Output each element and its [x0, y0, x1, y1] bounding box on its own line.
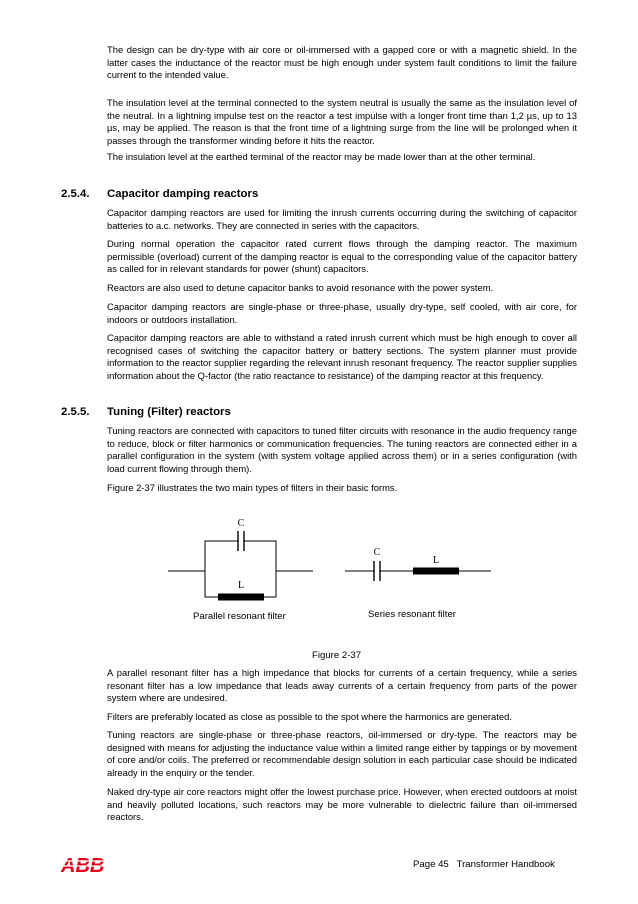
body-paragraph: Capacitor damping reactors are able to withstand a rated inrush current which must be high enough to cover all recognised cases of switching the capacitor battery or battery sections. The system planner must provide information to the reactor supplier regarding the relevant inrush resonant frequency. The reactor supplier supplies information about the Q-factor (the ratio reactance to resistance) of the damping reactor at this frequency. — [107, 332, 577, 381]
body-paragraph: Capacitor damping reactors are single-phase or three-phase, usually dry-type, self cooled, with air core, for indoors or outdoors installation. — [107, 301, 577, 325]
body-paragraph: During normal operation the capacitor rated current flows through the damping reactor. The maximum permissible (overload) current of the damping reactor is equal to the corresponding value of the capacitor battery as called for in relevant standards for power (shunt) capacitors. — [107, 238, 577, 275]
page-number: Page 45 Transformer Handbook — [413, 859, 555, 870]
body-paragraph: Figure 2-37 illustrates the two main types of filters in their basic forms. — [107, 482, 398, 493]
body-paragraph: Capacitor damping reactors are used for limiting the inrush currents occurring during the switching of capacitor batteries to a.c. networks. They are connected in series with the capacitors. — [107, 207, 577, 231]
section-title: Tuning (Filter) reactors — [107, 406, 231, 418]
body-paragraph: The design can be dry-type with air core or oil-immersed with a gapped core or with a magnetic shield. In the latter cases the inductance of the reactor must be high enough under system fault conditions to limit the failure current to the intended value. — [107, 44, 577, 81]
series-inductor-label: L — [432, 555, 440, 566]
body-paragraph: A parallel resonant filter has a high impedance that blocks for currents of a certain frequency, while a series resonant filter has a low impedance that leads away currents of a certain frequency from parts of the power system where are undesired. — [107, 667, 577, 704]
abb-logo — [60, 855, 106, 875]
body-paragraph: The insulation level at the terminal connected to the system neutral is usually the same as the insulation level of the neutral. In a lightning impulse test on the reactor a test impulse with a longer front time than 1,2 µs, up to 13 µs, may be applied. The reason is that the front time of a lightning surge from the line will be prolonged when it passes through the transformer winding before it hits the reactor. — [107, 97, 577, 146]
parallel-inductor-label: L — [237, 580, 245, 591]
parallel-inductor-symbol — [218, 594, 264, 601]
abb-logo-text: ABB — [61, 855, 105, 875]
body-paragraph: The insulation level at the earthed terminal of the reactor may be made lower than at the other terminal. — [107, 151, 536, 162]
section-number: 2.5.5. — [61, 406, 90, 418]
body-paragraph: Filters are preferably located as close as possible to the spot where the harmonics are generated. — [107, 711, 512, 722]
section-number: 2.5.4. — [61, 188, 90, 200]
parallel-filter-caption: Parallel resonant filter — [193, 611, 286, 622]
series-inductor-symbol — [413, 568, 459, 575]
body-paragraph: Tuning reactors are single-phase or three-phase reactors, oil-immersed or dry-type. The reactors may be designed with means for adjusting the inductance value within a limited range either by tappings or by movement of core and/or coils. The preferred or recommendable design solution in each particular case should be indicated already in the enquiry or the tender. — [107, 729, 577, 778]
section-title: Capacitor damping reactors — [107, 188, 259, 200]
parallel-capacitor-label: C — [237, 518, 245, 529]
body-paragraph: Tuning reactors are connected with capacitors to tuned filter circuits with resonance in the audio frequency range to reduce, block or filter harmonics or communication frequencies. The tuning reactors are connected either in a parallel configuration in the system (with system voltage applied across them) or in a series configuration (with load current flowing through them). — [107, 425, 577, 474]
body-paragraph: Reactors are also used to detune capacitor banks to avoid resonance with the power system. — [107, 282, 494, 293]
series-capacitor-label: C — [373, 547, 381, 558]
series-filter-caption: Series resonant filter — [368, 609, 456, 620]
figure-caption: Figure 2-37 — [312, 650, 362, 661]
body-paragraph: Naked dry-type air core reactors might offer the lowest purchase price. However, when erected outdoors at moist and heavily polluted locations, such reactors may be more vulnerable to dielectric failure than oil-immersed reactors. — [107, 786, 577, 823]
